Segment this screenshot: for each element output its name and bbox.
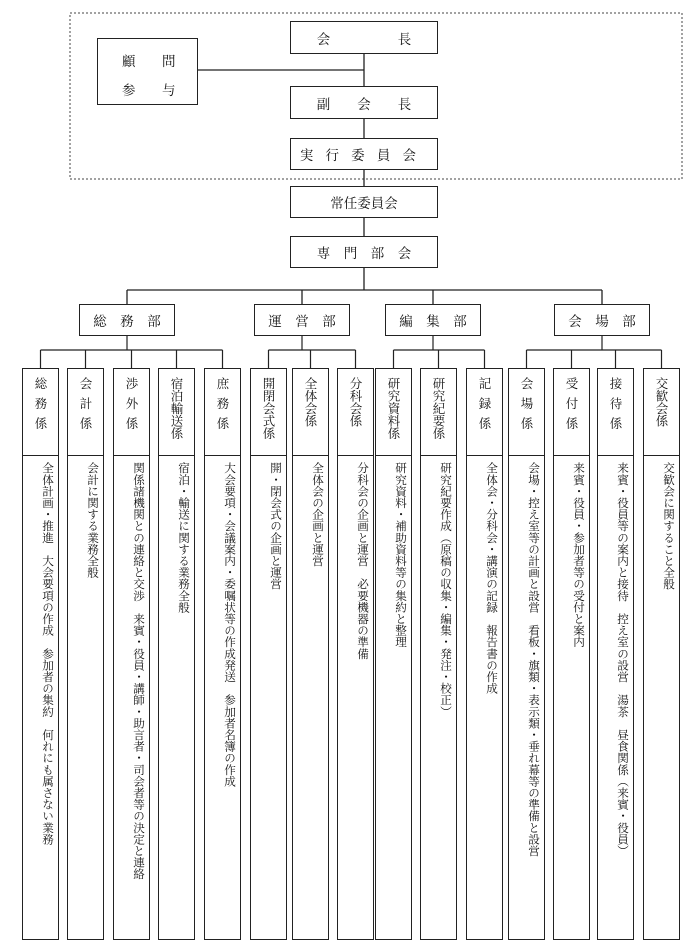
advisors-box <box>97 38 198 105</box>
president-label: 会 長 <box>316 31 412 48</box>
section-title: 記録係 <box>466 368 503 455</box>
advisor-char-2: 問 <box>162 54 176 70</box>
counselor-char-2: 与 <box>162 83 176 99</box>
section-duties: 会計に関する業務全般 <box>67 455 104 940</box>
dept-box-general-affairs <box>79 304 175 336</box>
specialized-committee-label: 専 門 部 会 <box>316 246 412 262</box>
section-title: 開閉会式係 <box>250 368 287 455</box>
section-duties: 交歓会に関すること全般 <box>643 455 680 940</box>
section-title: 研究資料係 <box>375 368 412 455</box>
section-duties: 全体会の企画と運営 <box>292 455 329 940</box>
section-duties: 開・閉会式の企画と運営 <box>250 455 287 940</box>
section-duties: 研究資料・補助資料等の集約と整理 <box>375 455 412 940</box>
specialized-committee-box <box>290 236 438 268</box>
standing-committee-label: 常任委員会 <box>330 196 398 212</box>
section-title: 接待係 <box>597 368 634 455</box>
dept-box-venue <box>554 304 650 336</box>
section-duties: 全体計画・推進 大会要項の作成 参加者の集約 何れにも属さない業務 <box>22 455 59 940</box>
standing-committee-box <box>290 186 438 218</box>
section-duties: 関係諸機関との連絡と交渉 来賓・役員・講師・助言者・司会者等の決定と連絡 <box>113 455 150 940</box>
vice-president-label: 副 会 長 <box>316 96 412 113</box>
section-title: 渉外係 <box>113 368 150 455</box>
section-title: 交歓会係 <box>643 368 680 455</box>
section-duties: 宿泊・輸送に関する業務全般 <box>158 455 195 940</box>
section-duties: 研究紀要作成（原稿の収集・編集・発注・校正） <box>420 455 457 940</box>
section-duties: 分科会の企画と運営 必要機器の準備 <box>337 455 374 940</box>
advisor-char-1: 顧 <box>122 54 136 70</box>
vice-president-box <box>290 86 438 119</box>
dept-box-editorial <box>385 304 481 336</box>
section-title: 受付係 <box>553 368 590 455</box>
executive-committee-box <box>290 138 438 170</box>
section-title: 会場係 <box>508 368 545 455</box>
section-title: 研究紀要係 <box>420 368 457 455</box>
section-duties: 会場・控え室等の計画と設営 看板・旗類・表示類・垂れ幕等の準備と設営 <box>508 455 545 940</box>
dept-label: 会 場 部 <box>568 314 636 330</box>
section-title: 庶務係 <box>204 368 241 455</box>
section-title: 分科会係 <box>337 368 374 455</box>
section-title: 会計係 <box>67 368 104 455</box>
dept-label: 総 務 部 <box>93 314 161 330</box>
section-duties: 全体会・分科会・講演の記録 報告書の作成 <box>466 455 503 940</box>
dept-box-operations <box>254 304 350 336</box>
section-title: 総務係 <box>22 368 59 455</box>
section-duties: 大会要項・会議案内・委嘱状等の作成発送 参加者名簿の作成 <box>204 455 241 940</box>
dept-label: 編 集 部 <box>399 314 467 330</box>
section-title: 全体会係 <box>292 368 329 455</box>
section-title: 宿泊輸送係 <box>158 368 195 455</box>
president-box <box>290 21 438 54</box>
section-duties: 来賓・役員等の案内と接待 控え室の設営 湯茶 昼食関係（来賓・役員） <box>597 455 634 940</box>
dept-label: 運 営 部 <box>268 314 336 330</box>
executive-committee-label: 実行委員会 <box>299 148 429 164</box>
counselor-char-1: 参 <box>122 83 136 99</box>
section-duties: 来賓・役員・参加者等の受付と案内 <box>553 455 590 940</box>
